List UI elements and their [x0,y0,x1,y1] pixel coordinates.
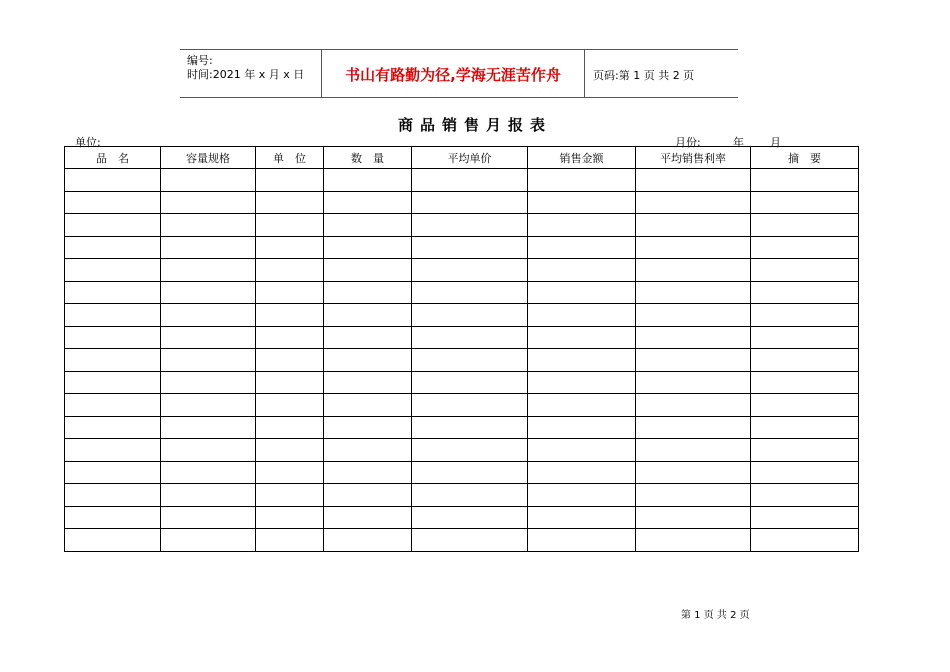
table-cell[interactable] [751,371,859,394]
motto-text: 书山有路勤为径,学海无涯苦作舟 [345,66,561,84]
table-cell[interactable] [65,281,161,304]
table-row [65,506,859,529]
table-cell[interactable] [528,281,636,304]
table-cell[interactable] [751,506,859,529]
table-cell[interactable] [256,461,324,484]
table-cell[interactable] [65,529,161,552]
report-title: 商品销售月报表 [397,116,552,134]
table-row [65,326,859,349]
table-cell[interactable] [412,304,528,327]
table-cell[interactable] [324,506,412,529]
table-row [65,529,859,552]
table-cell[interactable] [324,214,412,237]
table-cell[interactable] [412,394,528,417]
table-cell[interactable] [412,214,528,237]
table-cell[interactable] [324,349,412,372]
table-cell[interactable] [324,304,412,327]
header-right-cell [585,50,738,97]
table-row [65,236,859,259]
table-cell[interactable] [256,326,324,349]
page-footer: 第 1 页 共 2 页 [681,610,750,621]
table-cell[interactable] [528,484,636,507]
table-cell[interactable] [65,371,161,394]
table-cell[interactable] [528,214,636,237]
column-header-average-profit-rate: 平均销售利率 [636,147,751,169]
table-cell[interactable] [636,259,751,282]
table-cell[interactable] [412,461,528,484]
table-row [65,169,859,192]
table-cell[interactable] [65,304,161,327]
table-cell[interactable] [412,506,528,529]
table-cell[interactable] [636,349,751,372]
table-cell[interactable] [412,281,528,304]
column-header-average-unit-price: 平均单价 [412,147,528,169]
table-cell[interactable] [324,371,412,394]
table-cell[interactable] [161,461,256,484]
table-cell[interactable] [636,371,751,394]
table-cell[interactable] [751,439,859,462]
table-cell[interactable] [256,236,324,259]
table-cell[interactable] [636,506,751,529]
table-cell[interactable] [65,439,161,462]
table-cell[interactable] [528,371,636,394]
table-cell[interactable] [636,529,751,552]
table-cell[interactable] [324,394,412,417]
table-cell[interactable] [751,394,859,417]
table-cell[interactable] [636,169,751,192]
table-body [65,169,859,552]
table-cell[interactable] [256,484,324,507]
table-row [65,484,859,507]
table-cell[interactable] [65,484,161,507]
table-cell[interactable] [256,394,324,417]
table-cell[interactable] [412,349,528,372]
header-left-cell [180,50,322,97]
table-row [65,214,859,237]
table-cell[interactable] [65,169,161,192]
table-cell[interactable] [412,416,528,439]
table-cell[interactable] [161,281,256,304]
table-cell[interactable] [161,236,256,259]
table-cell[interactable] [161,439,256,462]
table-cell[interactable] [324,191,412,214]
table-cell[interactable] [256,304,324,327]
table-cell[interactable] [636,439,751,462]
table-cell[interactable] [751,416,859,439]
table-cell[interactable] [324,326,412,349]
table-cell[interactable] [65,349,161,372]
month-label: 月份: [675,136,701,149]
table-cell[interactable] [528,506,636,529]
year-label: 年 [733,136,744,149]
table-cell[interactable] [161,191,256,214]
table-cell[interactable] [161,416,256,439]
table-cell[interactable] [751,461,859,484]
table-cell[interactable] [65,259,161,282]
table-cell[interactable] [636,191,751,214]
table-header-row [65,147,859,169]
unit-label: 单位: [75,136,101,149]
sales-report-table [64,146,859,552]
column-header-product-name: 品 名 [65,147,161,169]
table-row [65,416,859,439]
month-suffix: 月 [770,136,781,149]
table-cell[interactable] [256,259,324,282]
table-cell[interactable] [161,259,256,282]
table-cell[interactable] [324,416,412,439]
table-cell[interactable] [528,439,636,462]
table-cell[interactable] [751,214,859,237]
table-cell[interactable] [324,484,412,507]
table-cell[interactable] [751,304,859,327]
table-cell[interactable] [324,169,412,192]
document-header [180,49,738,98]
table-cell[interactable] [65,394,161,417]
table-cell[interactable] [324,461,412,484]
table-cell[interactable] [528,529,636,552]
table-cell[interactable] [256,529,324,552]
table-cell[interactable] [412,371,528,394]
table-cell[interactable] [324,281,412,304]
table-cell[interactable] [528,191,636,214]
table-cell[interactable] [412,191,528,214]
table-cell[interactable] [161,349,256,372]
table-cell[interactable] [751,529,859,552]
table-row [65,394,859,417]
table-cell[interactable] [256,349,324,372]
table-cell[interactable] [528,326,636,349]
table-cell[interactable] [751,236,859,259]
table-cell[interactable] [256,214,324,237]
table-cell[interactable] [161,506,256,529]
column-header-quantity: 数 量 [324,147,412,169]
table-cell[interactable] [161,394,256,417]
table-cell[interactable] [751,259,859,282]
table-cell[interactable] [65,416,161,439]
page-info: 页码:第 1 页 共 2 页 [593,69,695,82]
table-cell[interactable] [751,191,859,214]
table-cell[interactable] [65,506,161,529]
table-cell[interactable] [256,506,324,529]
table-row [65,461,859,484]
column-header-capacity-spec: 容量规格 [161,147,256,169]
table-cell[interactable] [256,371,324,394]
table-cell[interactable] [528,394,636,417]
table-cell[interactable] [324,236,412,259]
table-cell[interactable] [256,169,324,192]
table-cell[interactable] [65,326,161,349]
table-row [65,439,859,462]
column-header-summary: 摘 要 [751,147,859,169]
column-header-sales-amount: 销售金额 [528,147,636,169]
table-cell[interactable] [412,326,528,349]
table-cell[interactable] [412,529,528,552]
table-row [65,259,859,282]
table-cell[interactable] [256,191,324,214]
table-cell[interactable] [636,461,751,484]
table-cell[interactable] [528,349,636,372]
table-cell[interactable] [528,236,636,259]
table-row [65,191,859,214]
table-cell[interactable] [528,461,636,484]
table-cell[interactable] [636,281,751,304]
table-cell[interactable] [751,169,859,192]
table-cell[interactable] [528,304,636,327]
table-cell[interactable] [324,529,412,552]
table-cell[interactable] [412,439,528,462]
table-cell[interactable] [161,529,256,552]
table-cell[interactable] [412,259,528,282]
table-cell[interactable] [256,439,324,462]
table-cell[interactable] [324,259,412,282]
table-row [65,371,859,394]
table-cell[interactable] [636,214,751,237]
table-cell[interactable] [65,461,161,484]
table-cell[interactable] [65,191,161,214]
table-cell[interactable] [751,484,859,507]
table-cell[interactable] [751,281,859,304]
table-cell[interactable] [636,304,751,327]
table-cell[interactable] [636,394,751,417]
table-cell[interactable] [65,214,161,237]
number-label: 编号: [187,54,213,67]
table-cell[interactable] [528,259,636,282]
table-cell[interactable] [161,326,256,349]
table-cell[interactable] [412,236,528,259]
table-cell[interactable] [161,304,256,327]
table-cell[interactable] [412,484,528,507]
table-cell[interactable] [528,169,636,192]
table-cell[interactable] [528,416,636,439]
table-cell[interactable] [636,236,751,259]
table-cell[interactable] [256,416,324,439]
table-cell[interactable] [636,484,751,507]
column-header-unit: 单 位 [256,147,324,169]
table-cell[interactable] [161,214,256,237]
table-cell[interactable] [161,169,256,192]
table-row [65,281,859,304]
table-cell[interactable] [636,416,751,439]
table-cell[interactable] [324,439,412,462]
header-motto-cell [322,50,585,97]
table-cell[interactable] [161,484,256,507]
table-cell[interactable] [412,169,528,192]
table-cell[interactable] [636,326,751,349]
table-cell[interactable] [751,349,859,372]
table-row [65,349,859,372]
table-cell[interactable] [751,326,859,349]
table-row [65,304,859,327]
time-label: 时间:2021 年 x 月 x 日 [187,68,305,81]
table-cell[interactable] [65,236,161,259]
table-cell[interactable] [256,281,324,304]
table-cell[interactable] [161,371,256,394]
